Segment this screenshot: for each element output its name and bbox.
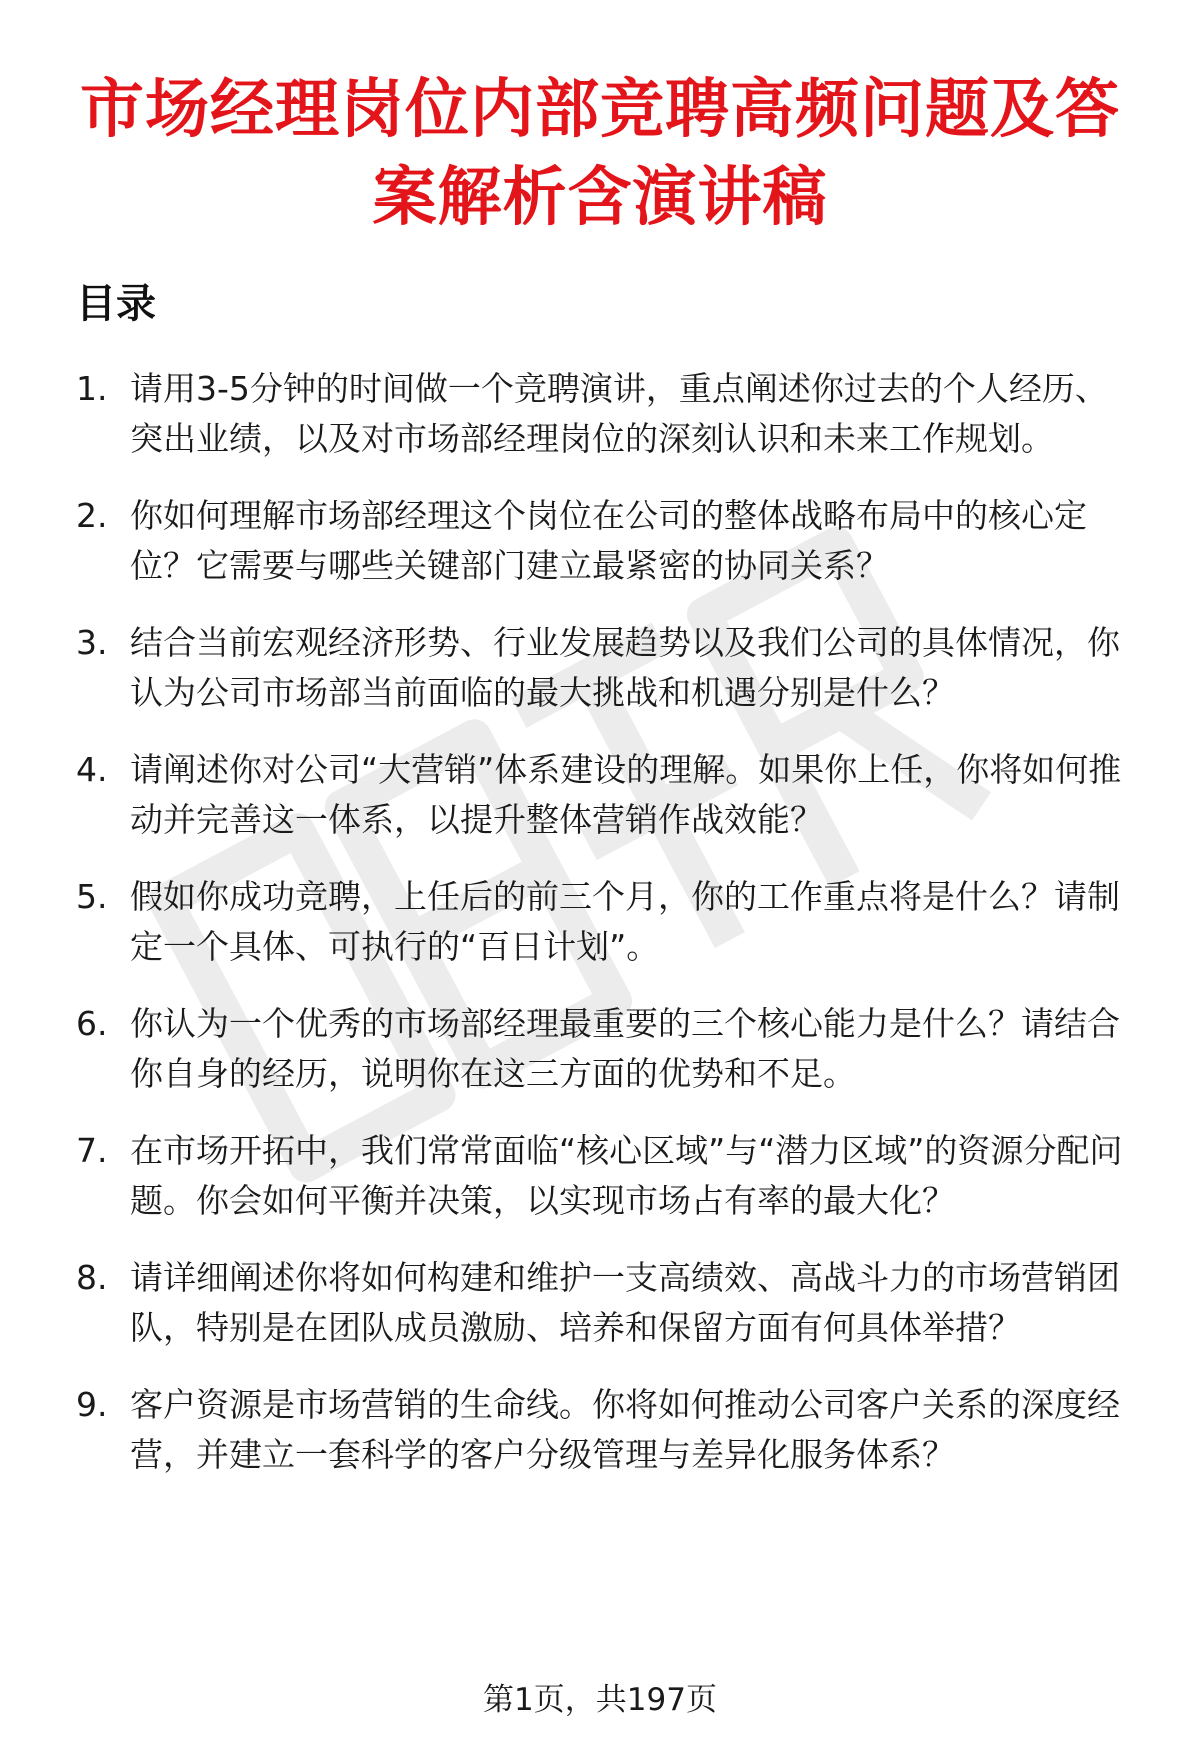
question-number: 2. (76, 496, 108, 535)
question-text: 请详细阐述你将如何构建和维护一支高绩效、高战斗力的市场营销团队，特别是在团队成员激励、培养和保留方面有何具体举措？ (130, 1258, 1120, 1347)
question-item-7 (76, 1126, 1136, 1226)
question-number: 6. (76, 1004, 108, 1043)
question-number: 1. (76, 369, 108, 408)
question-text: 假如你成功竞聘，上任后的前三个月，你的工作重点将是什么？请制定一个具体、可执行的“百日计划”。 (130, 877, 1120, 966)
question-text: 请阐述你对公司“大营销”体系建设的理解。如果你上任，你将如何推动并完善这一体系，以提升整体营销作战效能？ (130, 750, 1122, 839)
question-number: 3. (76, 623, 108, 662)
question-text: 你如何理解市场部经理这个岗位在公司的整体战略布局中的核心定位？它需要与哪些关键部门建立最紧密的协同关系？ (130, 496, 1087, 585)
question-item-8 (76, 1253, 1136, 1353)
question-item-5 (76, 872, 1136, 972)
toc-heading: 目录 (76, 281, 156, 327)
question-number: 5. (76, 877, 108, 916)
question-text: 请用3-5分钟的时间做一个竞聘演讲，重点阐述你过去的个人经历、突出业绩，以及对市场部经理岗位的深刻认识和未来工作规划。 (130, 369, 1108, 458)
question-text: 结合当前宏观经济形势、行业发展趋势以及我们公司的具体情况，你认为公司市场部当前面临的最大挑战和机遇分别是什么？ (130, 623, 1120, 712)
question-text: 你认为一个优秀的市场部经理最重要的三个核心能力是什么？请结合你自身的经历，说明你在这三方面的优势和不足。 (130, 1004, 1120, 1093)
question-number: 9. (76, 1385, 108, 1424)
question-item-9 (76, 1380, 1136, 1480)
question-number: 7. (76, 1131, 108, 1170)
question-list (76, 364, 1136, 1480)
question-item-3 (76, 618, 1136, 718)
document-title: 市场经理岗位内部竞聘高频问题及答案解析含演讲稿 (80, 73, 1120, 235)
question-item-6 (76, 999, 1136, 1099)
question-item-4 (76, 745, 1136, 845)
question-number: 4. (76, 750, 108, 789)
page-number-footer: 第1页，共197页 (483, 1682, 717, 1718)
question-item-2 (76, 491, 1136, 591)
question-number: 8. (76, 1258, 108, 1297)
question-text: 客户资源是市场营销的生命线。你将如何推动公司客户关系的深度经营，并建立一套科学的客户分级管理与差异化服务体系？ (130, 1385, 1120, 1474)
question-text: 在市场开拓中，我们常常面临“核心区域”与“潜力区域”的资源分配问题。你会如何平衡并决策，以实现市场占有率的最大化？ (130, 1131, 1123, 1220)
question-item-1 (76, 364, 1136, 464)
